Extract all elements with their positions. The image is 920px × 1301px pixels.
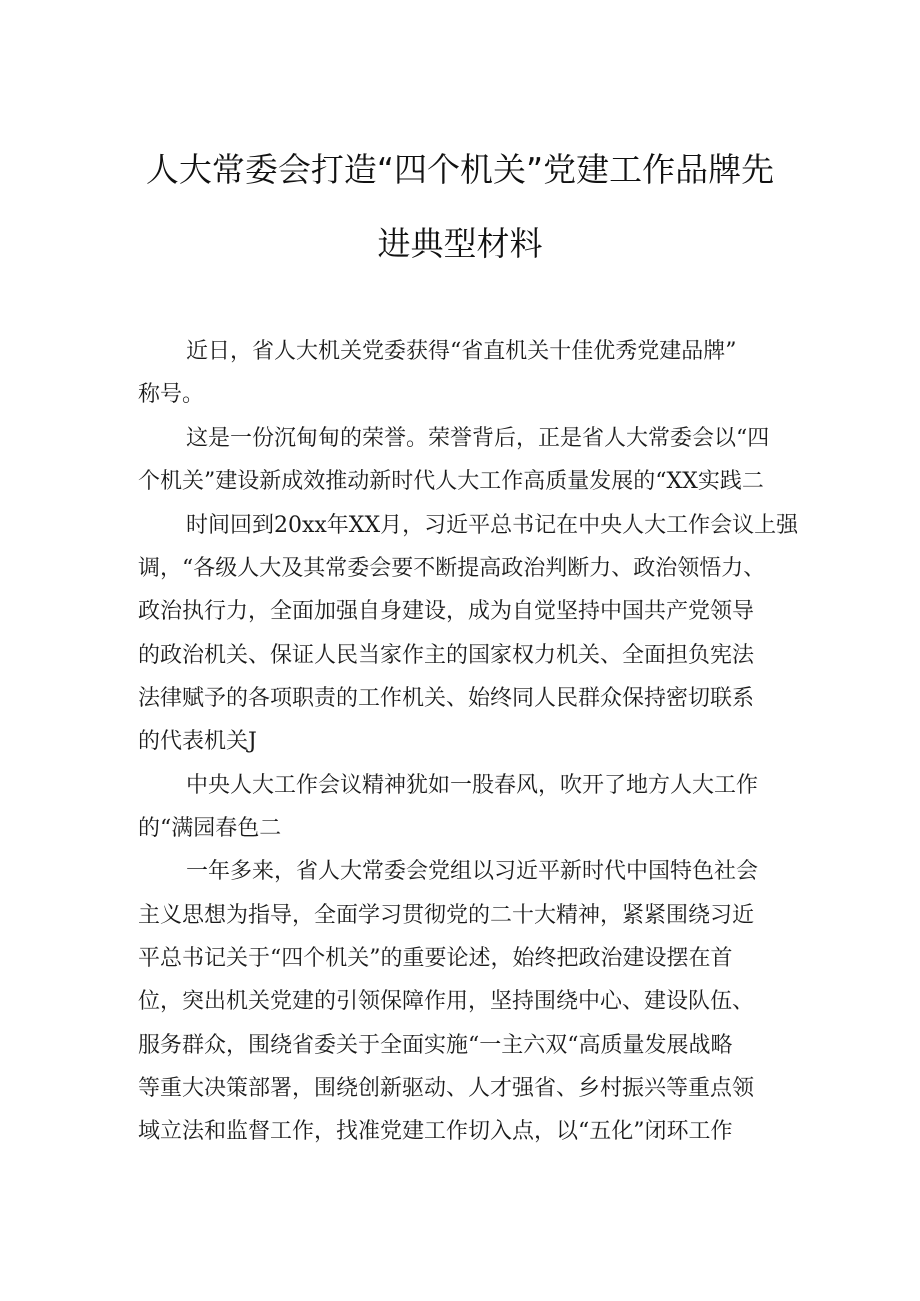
body-line: 平总书记关于“四个机关”的重要论述，始终把政治建设摆在首 — [138, 946, 733, 971]
body-line: 一年多来，省人大常委会党组以习近平新时代中国特色社会 — [186, 859, 759, 884]
body-line: 近日，省人大机关党委获得“省直机关十佳优秀党建品牌” — [186, 339, 737, 364]
body-line: 域立法和监督工作，找准党建工作切入点，以“五化”闭环工作 — [138, 1119, 733, 1144]
body-line: 的政治机关、保证人民当家作主的国家权力机关、全面担负宪法 — [138, 643, 755, 668]
body-line: 时间回到20xx年XX月，习近平总书记在中央人大工作会议上强 — [186, 513, 799, 538]
body-line: 等重大决策部署，围绕创新驱动、人才强省、乡村振兴等重点领 — [138, 1076, 755, 1101]
body-line: 法律赋予的各项职责的工作机关、始终同人民群众保持密切联系 — [138, 686, 755, 711]
body-line: 位，突出机关党建的引领保障作用，坚持围绕中心、建设队伍、 — [138, 989, 755, 1014]
body-line: 的“满园春色二 — [138, 816, 282, 841]
document-title-line-1: 人大常委会打造“四个机关”党建工作品牌先 — [145, 150, 775, 189]
body-line: 的代表机关J — [138, 729, 257, 754]
body-line: 政治执行力，全面加强自身建设，成为自觉坚持中国共产党领导 — [138, 599, 755, 624]
body-line: 个机关”建设新成效推动新时代人大工作高质量发展的“XX实践二 — [138, 469, 764, 494]
document-title-line-2: 进典型材料 — [377, 224, 543, 263]
body-line: 这是一份沉甸甸的荣誉。荣誉背后，正是省人大常委会以“四 — [186, 426, 770, 451]
body-line: 中央人大工作会议精神犹如一股春风，吹开了地方人大工作 — [186, 773, 759, 798]
body-line: 服务群众，围绕省委关于全面实施“一主六双“高质量发展战略 — [138, 1033, 733, 1058]
body-line: 主义思想为指导，全面学习贯彻党的二十大精神，紧紧围绕习近 — [138, 903, 755, 928]
body-line: 称号。 — [138, 382, 205, 407]
body-line: 调，“各级人大及其常委会要不断提高政治判断力、政治领悟力、 — [138, 556, 766, 581]
